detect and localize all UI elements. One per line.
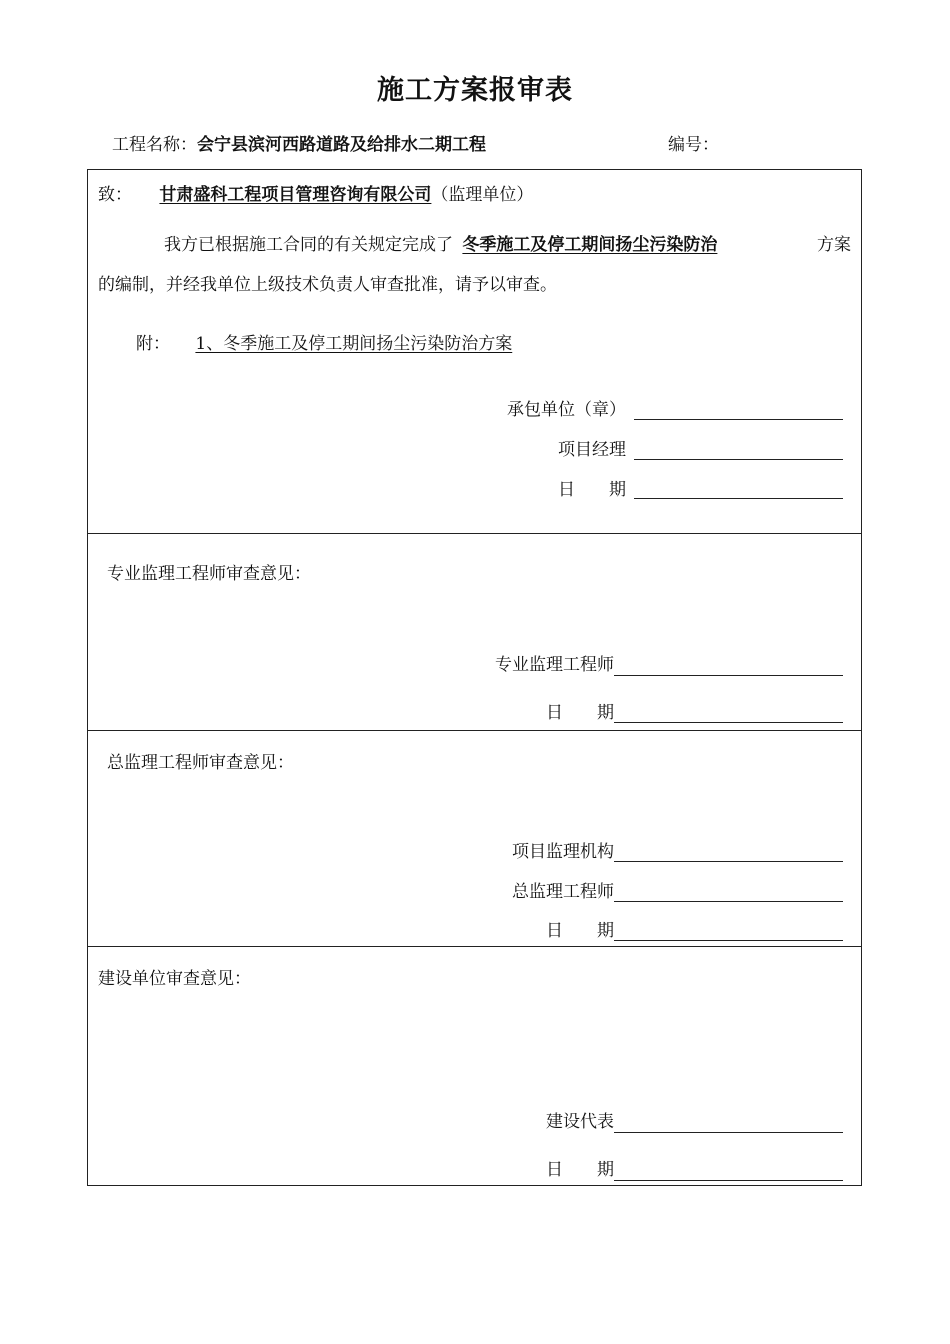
specialist-review-heading: 专业监理工程师审查意见： bbox=[107, 564, 311, 584]
project-name-row bbox=[112, 134, 486, 156]
date-line-2[interactable] bbox=[614, 722, 843, 723]
date-label-1: 日 期 bbox=[558, 480, 626, 500]
date-label-4: 日 期 bbox=[546, 1160, 614, 1180]
body-suffix: 方案 bbox=[817, 235, 851, 255]
body-line-1 bbox=[164, 234, 743, 256]
body-prefix: 我方已根据施工合同的有关规定完成了 bbox=[164, 235, 453, 255]
attachment-label: 附： bbox=[136, 334, 170, 354]
date-line-3[interactable] bbox=[614, 940, 843, 941]
manager-sign-label: 项目经理 bbox=[558, 440, 626, 460]
supervisor-company: 甘肃盛科工程项目管理咨询有限公司 bbox=[159, 185, 432, 205]
to-line bbox=[98, 184, 533, 206]
date-label-2: 日 期 bbox=[546, 703, 614, 723]
owner-rep-line[interactable] bbox=[614, 1132, 843, 1133]
date-line-1[interactable] bbox=[634, 498, 843, 499]
contractor-sign-label: 承包单位（章） bbox=[507, 400, 626, 420]
attachment-line bbox=[136, 333, 512, 355]
owner-rep-label: 建设代表 bbox=[546, 1112, 614, 1132]
contractor-sign-line[interactable] bbox=[634, 419, 843, 420]
project-name-value: 会宁县滨河西路道路及给排水二期工程 bbox=[197, 135, 486, 155]
owner-review-heading: 建设单位审查意见： bbox=[98, 969, 251, 989]
project-name-label: 工程名称： bbox=[112, 135, 197, 155]
supervision-org-label: 项目监理机构 bbox=[512, 842, 614, 862]
supervision-org-line[interactable] bbox=[614, 861, 843, 862]
approval-form-table bbox=[87, 169, 862, 1186]
date-line-4[interactable] bbox=[614, 1180, 843, 1181]
chief-review-heading: 总监理工程师审查意见： bbox=[107, 753, 294, 773]
plan-name: 冬季施工及停工期间扬尘污染防治 bbox=[462, 235, 718, 255]
date-label-3: 日 期 bbox=[546, 921, 614, 941]
section-divider-1 bbox=[87, 533, 862, 534]
chief-engineer-label: 总监理工程师 bbox=[512, 882, 614, 902]
section-divider-2 bbox=[87, 730, 862, 731]
specialist-engineer-line[interactable] bbox=[614, 675, 843, 676]
chief-engineer-line[interactable] bbox=[614, 901, 843, 902]
number-label: 编号： bbox=[668, 135, 719, 155]
specialist-engineer-label: 专业监理工程师 bbox=[495, 655, 614, 675]
section-divider-3 bbox=[87, 946, 862, 947]
attachment-item: 1、冬季施工及停工期间扬尘污染防治方案 bbox=[195, 334, 513, 354]
page-title: 施工方案报审表 bbox=[377, 75, 573, 106]
manager-sign-line[interactable] bbox=[634, 459, 843, 460]
to-label: 致： bbox=[98, 185, 132, 205]
supervisor-suffix: （监理单位） bbox=[431, 185, 534, 205]
body-line-2: 的编制，并经我单位上级技术负责人审查批准，请予以审查。 bbox=[98, 275, 557, 295]
